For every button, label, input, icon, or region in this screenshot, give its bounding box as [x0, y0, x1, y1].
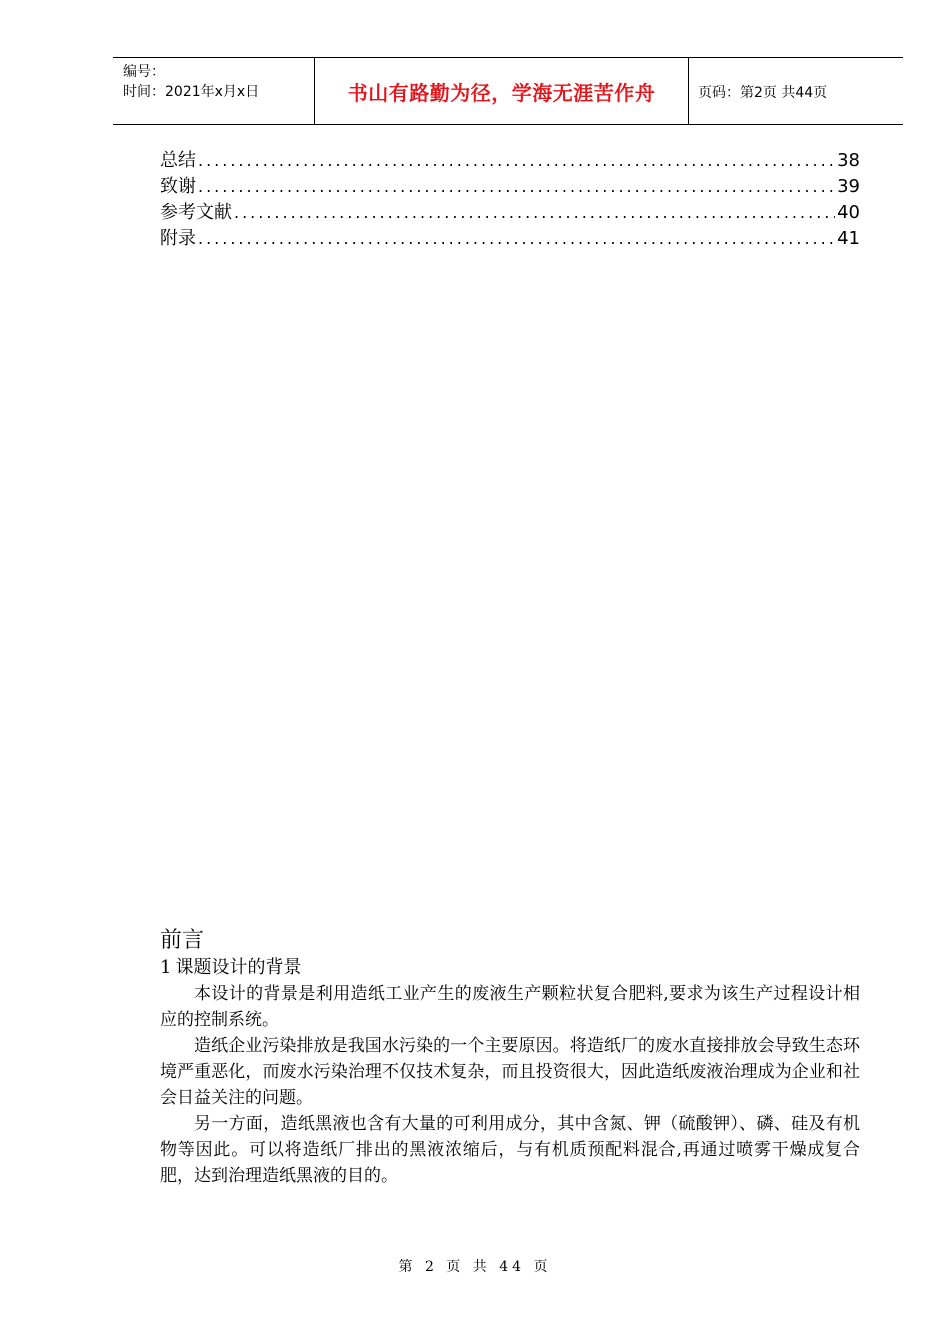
- toc-leader-dots: [198, 226, 835, 252]
- section-number: 1: [160, 957, 172, 978]
- body-paragraph: 另一方面，造纸黑液也含有大量的可利用成分，其中含氮、钾（硫酸钾）、磷、硅及有机物等因此。可以将造纸厂排出的黑液浓缩后，与有机质预配料混合,再通过喷雾干燥成复合肥，达到治理造纸黑液的目的。: [160, 1114, 860, 1186]
- toc-entry-title: 总结: [160, 150, 196, 171]
- section-heading: [160, 955, 301, 981]
- preface-heading: 前言: [160, 928, 205, 953]
- document-number-label: 编号：: [123, 64, 165, 80]
- toc-leader-dots: [198, 148, 835, 174]
- header-divider: [688, 58, 689, 125]
- toc-leader-dots: [198, 174, 835, 200]
- section-title: 课题设计的背景: [175, 957, 302, 978]
- toc-entry-page: 38: [837, 150, 860, 171]
- preface-body: [160, 981, 860, 1189]
- body-paragraph: 造纸企业污染排放是我国水污染的一个主要原因。将造纸厂的废水直接排放会导致生态环境严重恶化，而废水污染治理不仅技术复杂，而且投资很大，因此造纸废液治理成为企业和社会日益关注的问题。: [160, 1036, 860, 1108]
- toc-entry-title: 致谢: [160, 176, 196, 197]
- toc-entry-page: 40: [837, 202, 860, 223]
- body-paragraph: 本设计的背景是利用造纸工业产生的废液生产颗粒状复合肥料,要求为该生产过程设计相应的控制系统。: [160, 984, 860, 1030]
- page-header: [113, 57, 903, 125]
- toc-entry-title: 参考文献: [160, 202, 232, 223]
- header-motto: 书山有路勤为径，学海无涯苦作舟: [347, 81, 656, 105]
- toc-entry-page: 41: [837, 228, 860, 249]
- document-date: 时间：2021年x月x日: [123, 84, 260, 100]
- toc-entry[interactable]: [160, 148, 860, 174]
- table-of-contents: [160, 148, 860, 252]
- toc-entry[interactable]: [160, 174, 860, 200]
- header-page-info: 页码：第2页 共44页: [698, 84, 828, 101]
- toc-entry-title: 附录: [160, 228, 196, 249]
- page-footer: 第 2 页 共 44 页: [398, 1259, 552, 1275]
- toc-entry[interactable]: [160, 200, 860, 226]
- toc-entry[interactable]: [160, 226, 860, 252]
- toc-entry-page: 39: [837, 176, 860, 197]
- toc-leader-dots: [234, 200, 835, 226]
- header-meta: [123, 62, 259, 102]
